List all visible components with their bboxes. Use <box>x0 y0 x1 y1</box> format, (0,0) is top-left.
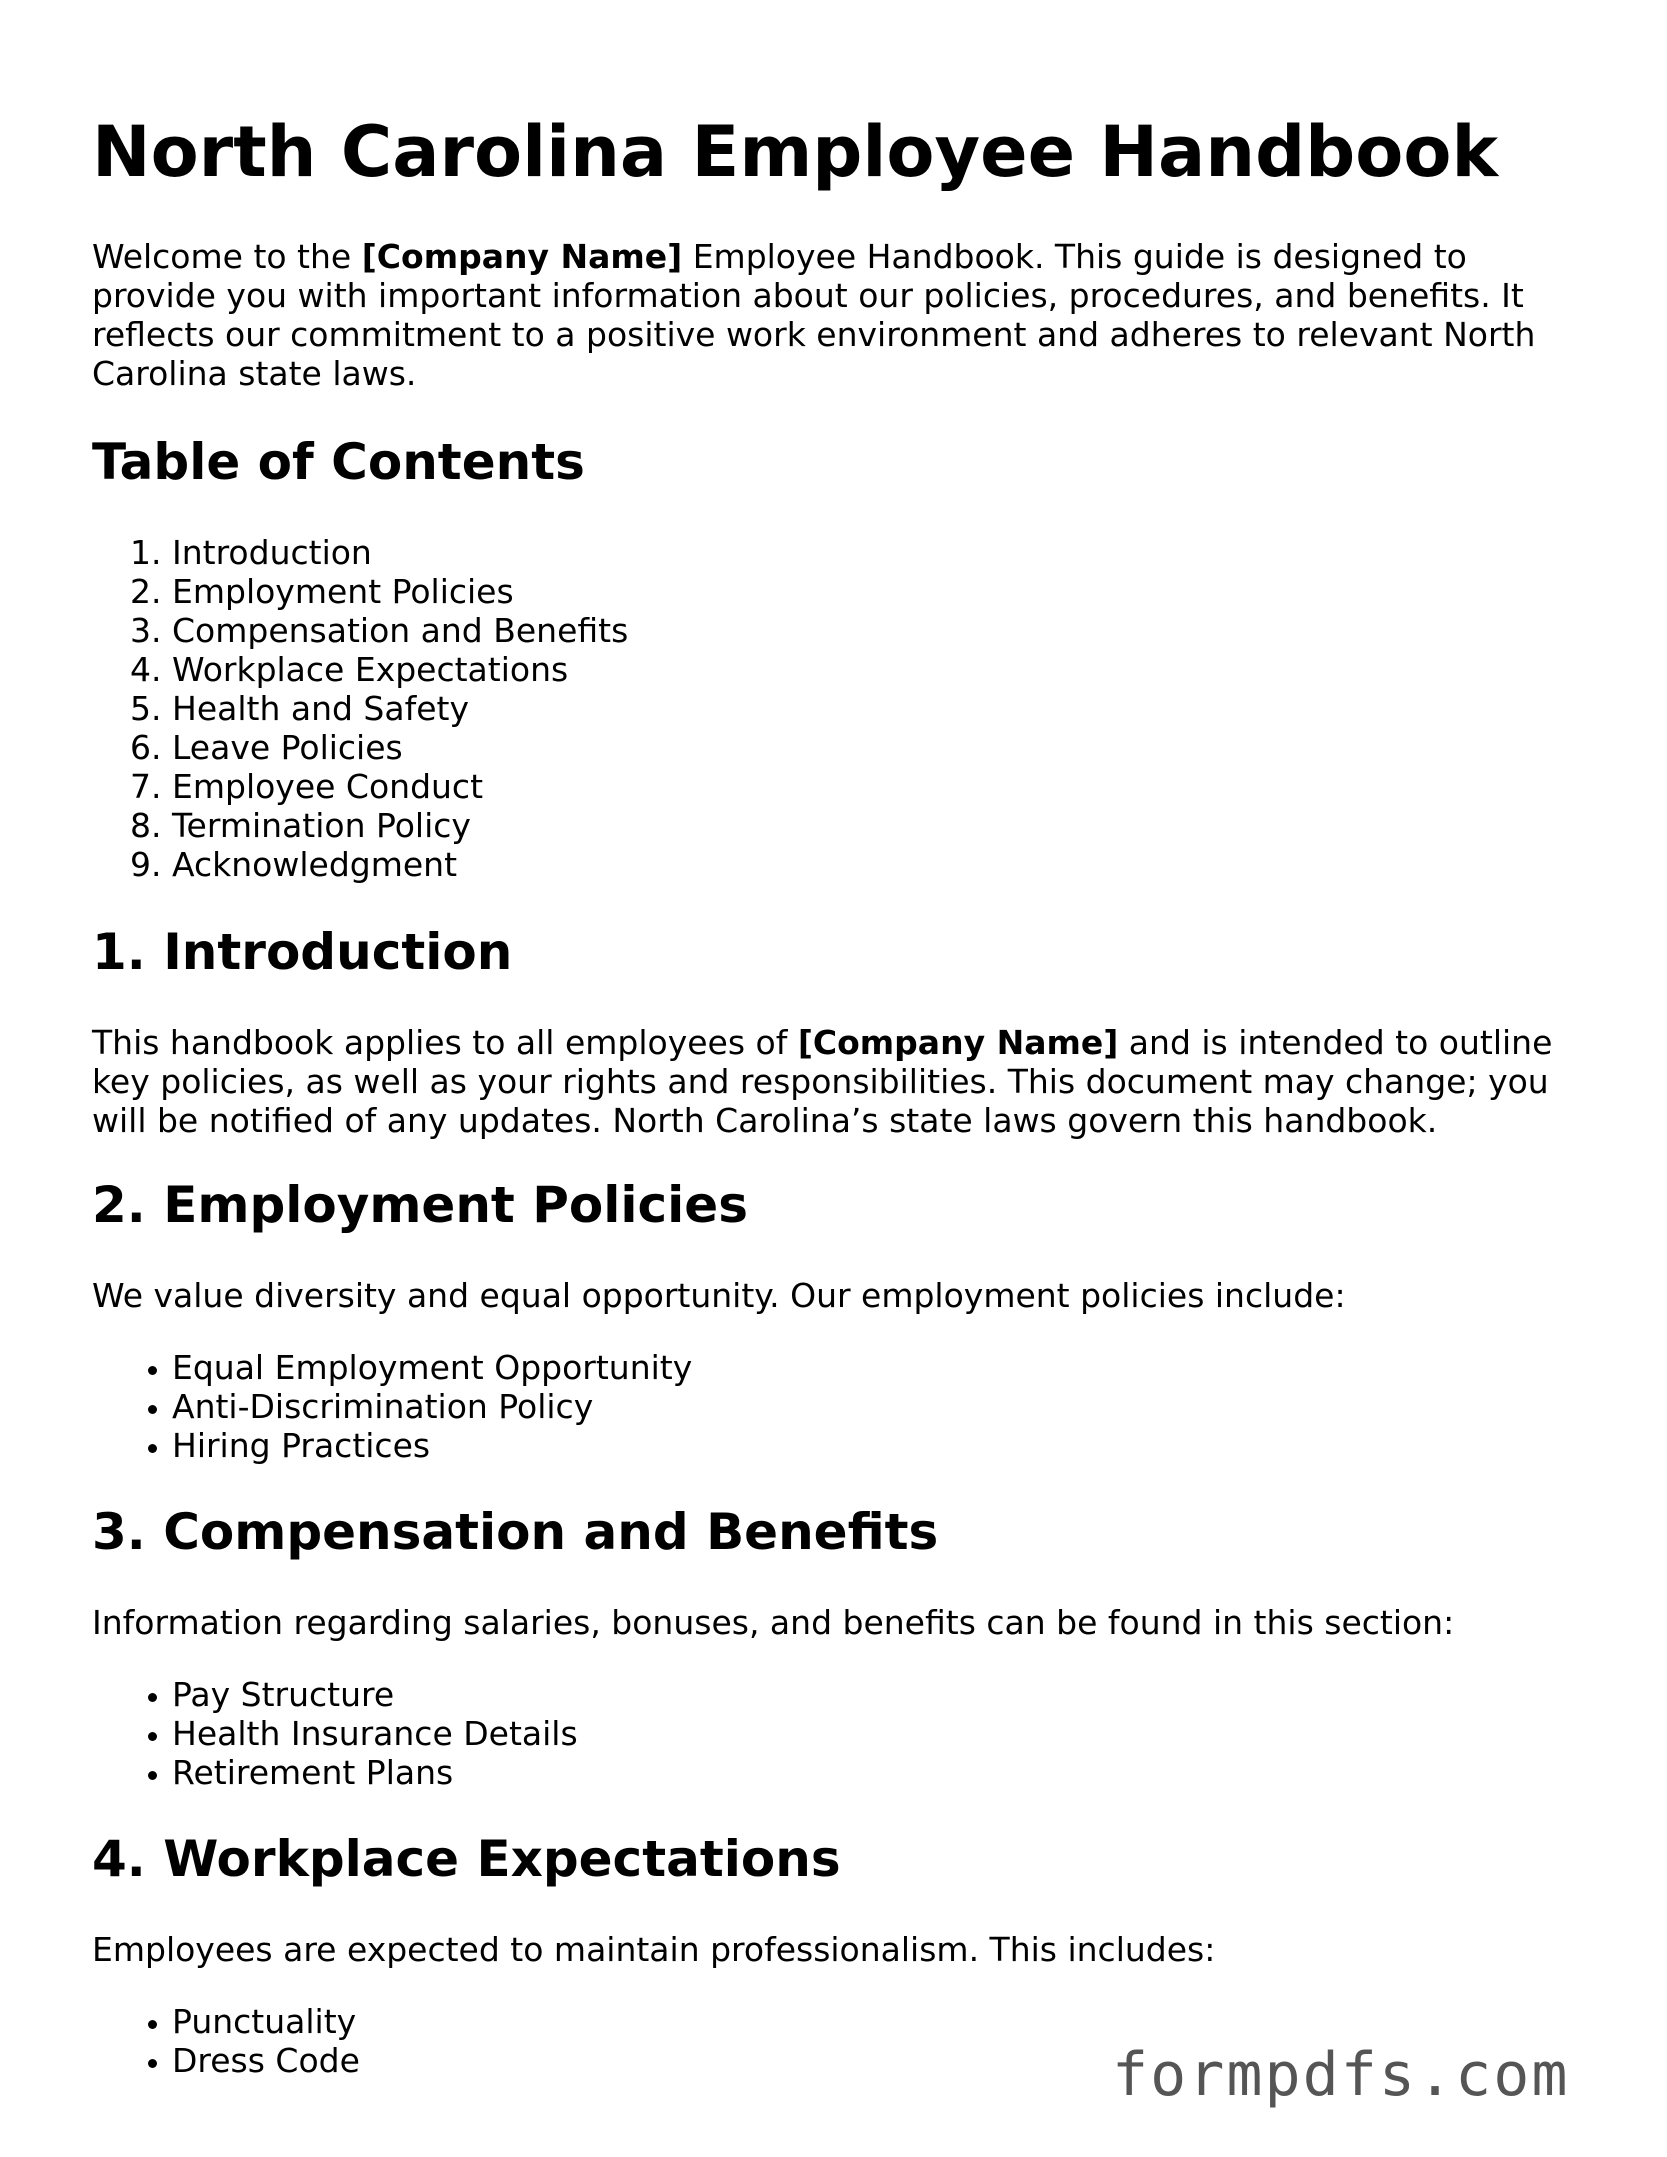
toc-item: 4. Workplace Expectations <box>172 650 1572 689</box>
toc-item: 5. Health and Safety <box>172 689 1572 728</box>
list-item: • Anti-Discrimination Policy <box>172 1387 1572 1426</box>
toc-item: 1. Introduction <box>172 533 1572 572</box>
list-item: • Punctuality <box>172 2002 1572 2041</box>
employment-list <box>92 1348 1572 1465</box>
company-name-placeholder: [Company Name] <box>797 1023 1119 1062</box>
document-title: North Carolina Employee Handbook <box>92 111 1499 193</box>
list-item: • Retirement Plans <box>172 1753 1572 1792</box>
list-item: • Pay Structure <box>172 1675 1572 1714</box>
company-name-placeholder: [Company Name] <box>361 237 683 276</box>
watermark: formpdfs.com <box>1112 2040 1570 2110</box>
section-heading-workplace: 4. Workplace Expectations <box>92 1830 841 1888</box>
list-item: • Hiring Practices <box>172 1426 1572 1465</box>
introduction-paragraph: This handbook applies to all employees of [Company Name] and is intended to outline key policies, as well as your rights and responsibilities. This document may change; you will be notified of any updates. North Carolina’s state laws govern this handbook. <box>92 1023 1553 1140</box>
toc-item: 7. Employee Conduct <box>172 767 1572 806</box>
list-item: • Health Insurance Details <box>172 1714 1572 1753</box>
toc-item: 6. Leave Policies <box>172 728 1572 767</box>
compensation-list <box>92 1675 1572 1792</box>
list-item: • Equal Employment Opportunity <box>172 1348 1572 1387</box>
toc-heading: Table of Contents <box>92 433 585 491</box>
section-heading-compensation: 3. Compensation and Benefits <box>92 1503 939 1561</box>
toc-list <box>92 533 1572 884</box>
toc-item: 9. Acknowledgment <box>172 845 1572 884</box>
toc-item: 3. Compensation and Benefits <box>172 611 1572 650</box>
compensation-paragraph: Information regarding salaries, bonuses, and benefits can be found in this section: <box>92 1603 1455 1642</box>
section-heading-employment: 2. Employment Policies <box>92 1176 748 1234</box>
section-heading-introduction: 1. Introduction <box>92 923 513 981</box>
employment-paragraph: We value diversity and equal opportunity. Our employment policies include: <box>92 1276 1346 1315</box>
workplace-paragraph: Employees are expected to maintain professionalism. This includes: <box>92 1930 1216 1969</box>
toc-item: 2. Employment Policies <box>172 572 1572 611</box>
list-item: • Dress Code <box>172 2041 1572 2080</box>
intro-paragraph: Welcome to the [Company Name] Employee Handbook. This guide is designed to provide you with important information about our policies, procedures, and benefits. It reflects our commitment to a positive work environment and adheres to relevant North Carolina state laws. <box>92 237 1536 393</box>
toc-item: 8. Termination Policy <box>172 806 1572 845</box>
